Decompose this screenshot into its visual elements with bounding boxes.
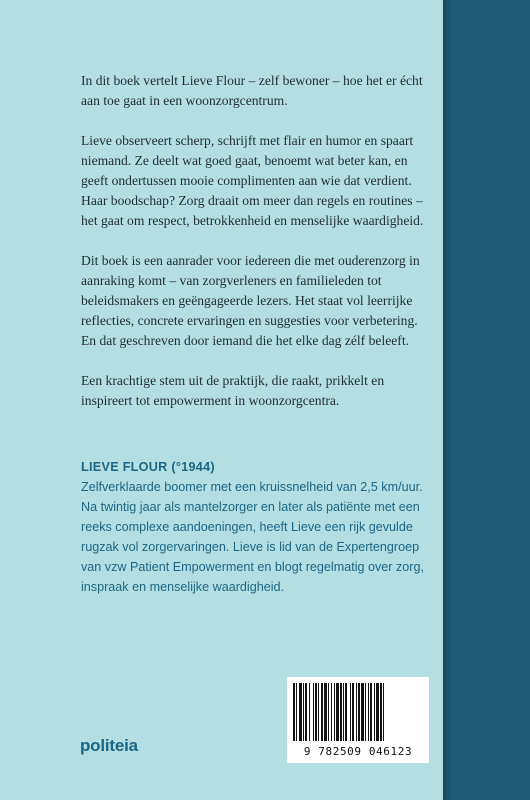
barcode-bar [318,683,319,741]
blurb-paragraph-1: In dit boek vertelt Lieve Flour – zelf bewoner – hoe het er écht aan toe gaat in een woonzorgcentrum. [81,73,423,108]
barcode-bar [361,683,364,741]
barcode-bar [303,683,304,741]
barcode-bar [352,683,354,741]
barcode-bar [315,683,317,741]
barcode-bar [343,683,344,741]
barcode-bar [340,683,342,741]
barcode-bar [358,683,360,741]
blurb-paragraph-2: Lieve observeert scherp, schrijft met flair en humor en spaart niemand. Ze deelt wat goed gaat, benoemt wat beter kan, en geeft ondertussen mooie complimenten aan wie dat verdient. Haar boodschap? Zorg draait om meer dan regels en routines – het gaat om respect, betrokkenheid en menselijke waardigheid. [81,133,424,228]
barcode-bar [334,683,335,741]
barcode-bar [313,683,314,741]
barcode-bar [328,683,329,741]
author-bio-text: Zelfverklaarde boomer met een kruissnelheid van 2,5 km/uur. Na twintig jaar als mantelzorger en later als patiënte met een reeks complexe aandoeningen, heeft Lieve een rijk gevulde rugzak vol zorgervaringen. Lieve is lid van de Expertengroep van vzw Patient Empowerment en blogt regelmatig over zorg, inspraak en menselijke waardigheid. [81,480,424,594]
barcode-bar [336,683,339,741]
barcode-bar [370,683,372,741]
barcode-bar [331,683,332,741]
barcode [287,677,429,763]
isbn-number: 9 782509 046123 [303,745,413,758]
blurb-paragraph-4: Een krachtige stem uit de praktijk, die raakt, prikkelt en inspireert tot empowerment in woonzorgcentra. [81,373,385,408]
barcode-bar [383,683,384,741]
barcode-bar [376,683,379,741]
author-bio-title: LIEVE FLOUR (°1944) [81,460,215,474]
barcode-bar [365,683,366,741]
barcode-bar [374,683,375,741]
barcode-bar [293,683,295,741]
barcode-bar [321,683,323,741]
barcode-bar [368,683,369,741]
blurb-paragraph-3: Dit boek is een aanrader voor iedereen die met ouderenzorg in aanraking komt – van zorgverleners en familieleden tot beleidsmakers en geëngageerde lezers. Het staat vol leerrijke reflecties, concrete ervaringen en suggesties voor verbetering. En dat geschreven door iemand die het elke dag zélf beleeft. [81,253,420,348]
barcode-bars [287,677,429,747]
barcode-bar [309,683,310,741]
barcode-bar [350,683,351,741]
spine-band [443,0,530,800]
barcode-bar [345,683,347,741]
barcode-bar [324,683,327,741]
barcode-bar [299,683,302,741]
author-bio [81,457,433,597]
blurb [81,71,433,431]
barcode-bar [356,683,357,741]
barcode-bar [380,683,382,741]
barcode-bar [305,683,307,741]
publisher-logo: politeia [80,736,138,755]
spine-shadow [443,0,453,800]
barcode-bar [296,683,297,741]
